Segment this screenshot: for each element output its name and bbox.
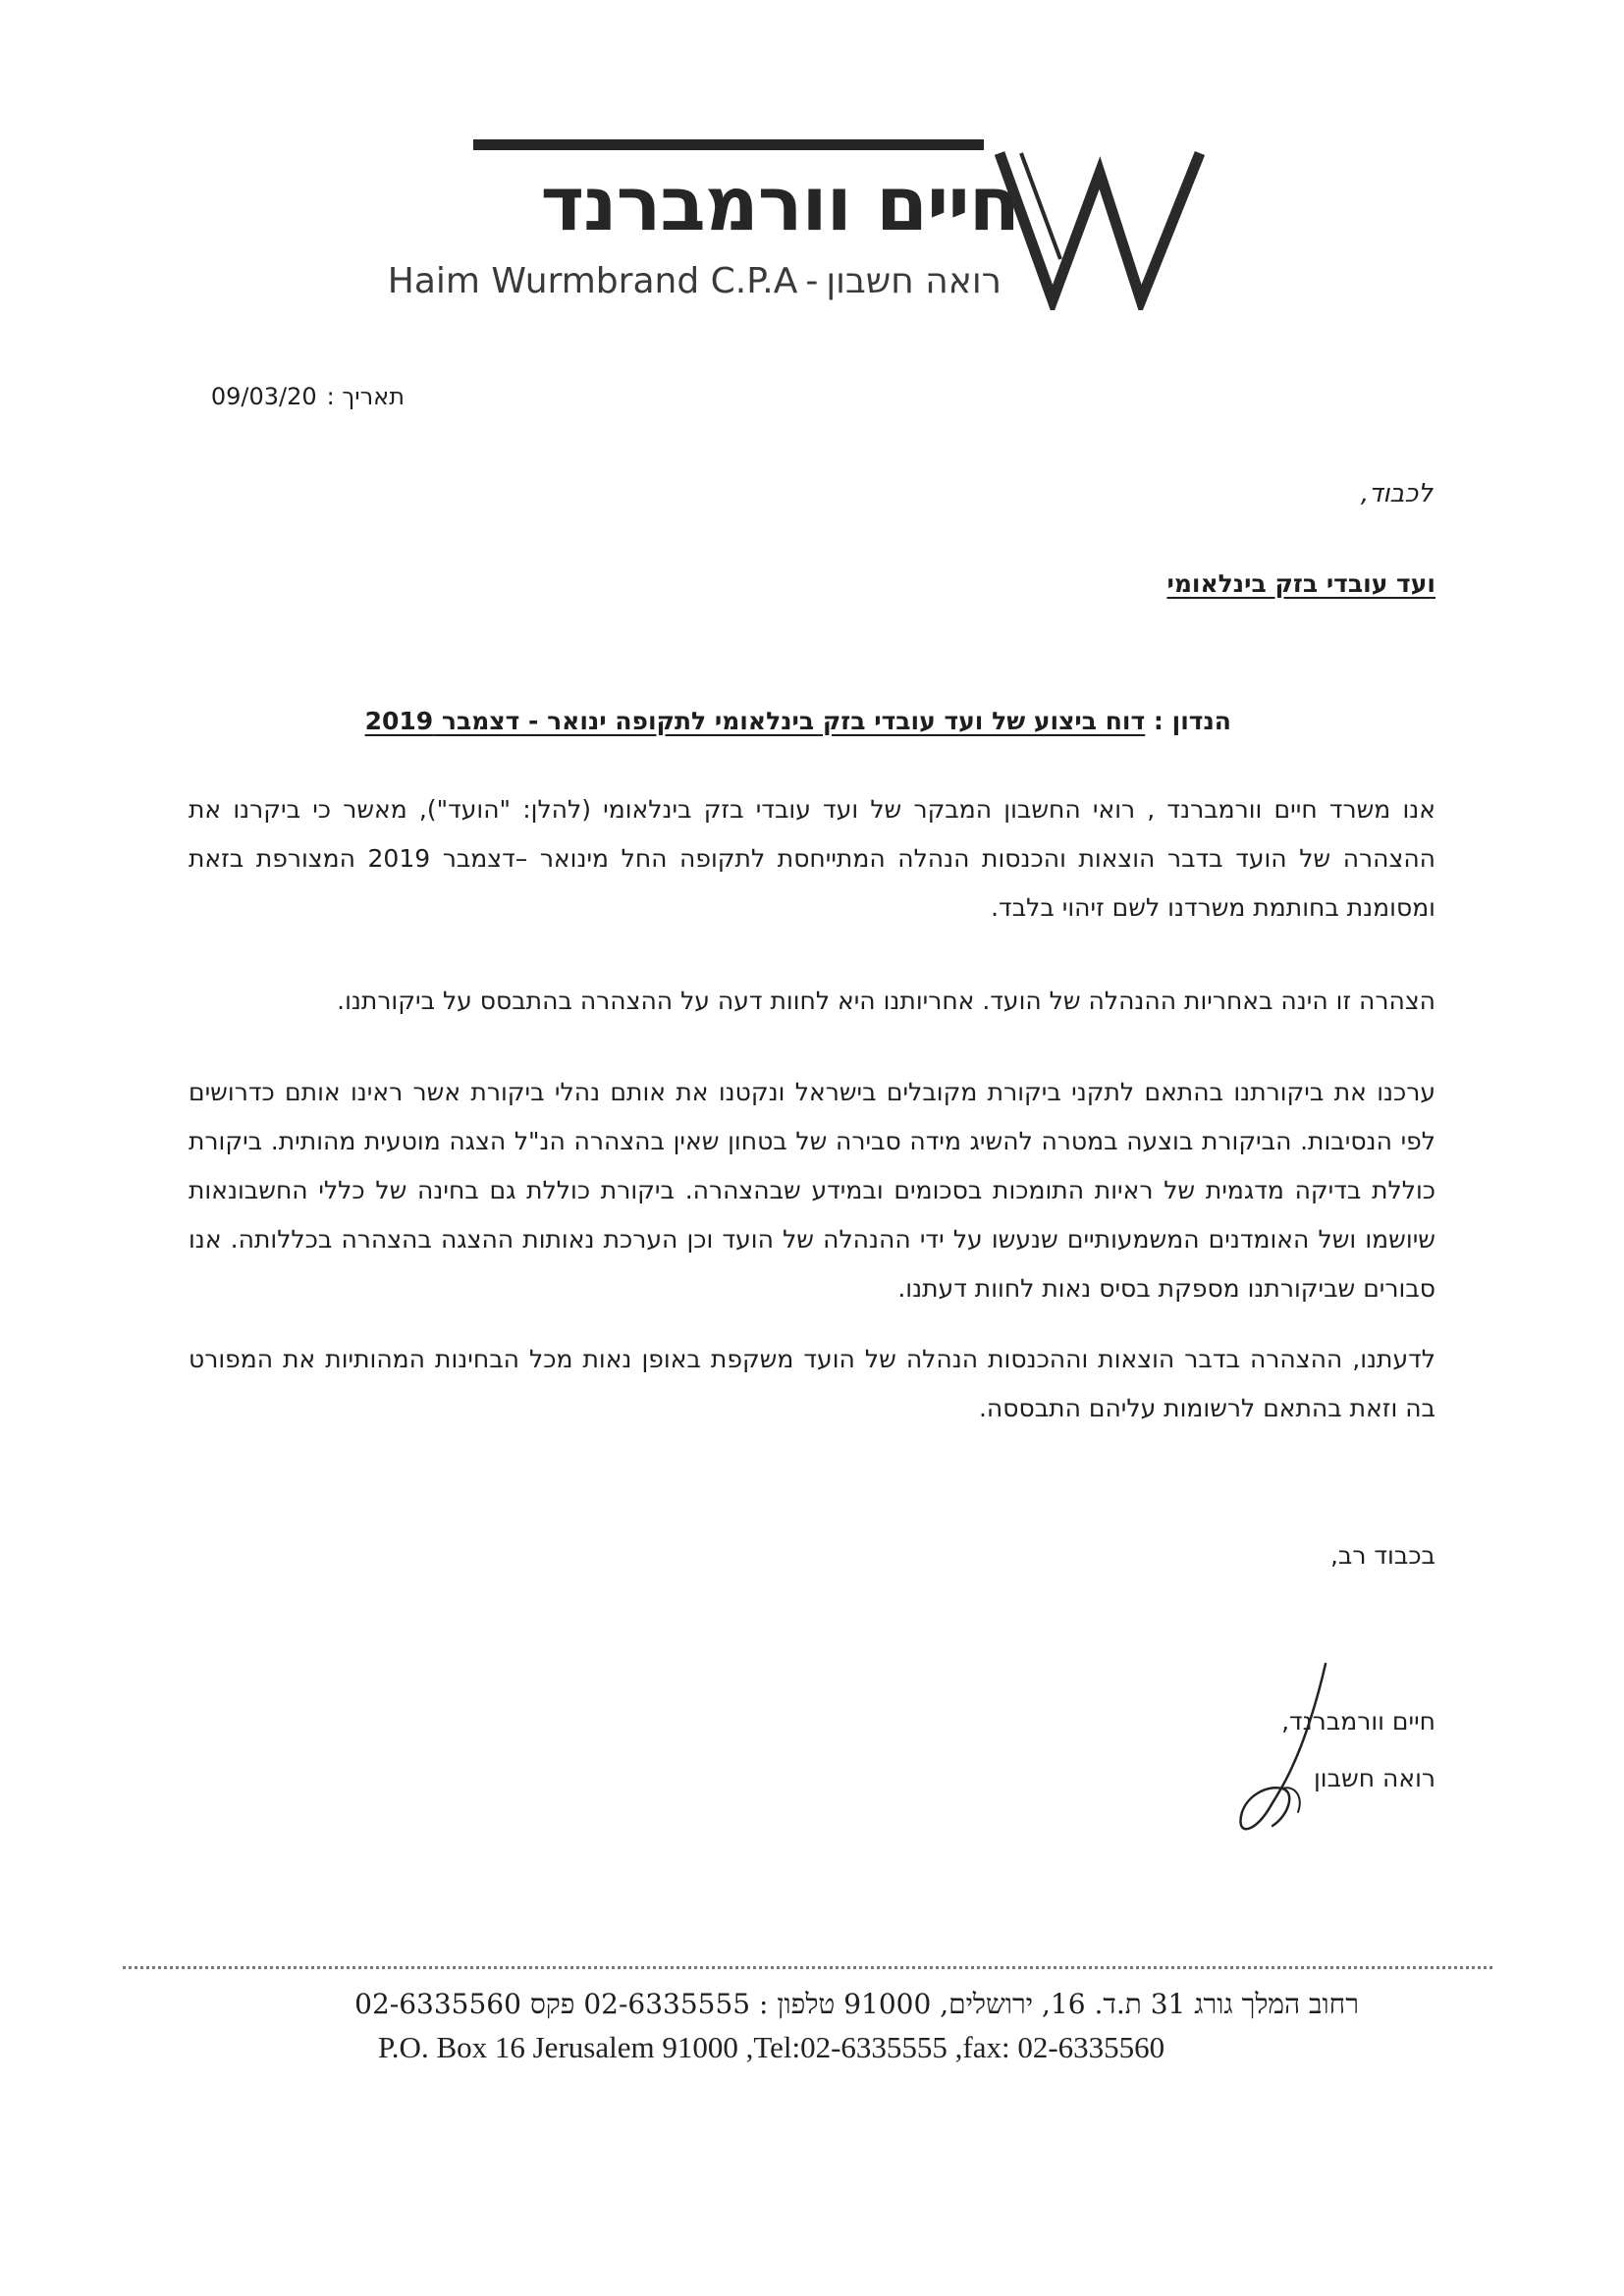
- signature-name: חיים וורמברנד,: [1281, 1707, 1435, 1735]
- letterhead-separator: -: [805, 261, 819, 301]
- salutation: לכבוד,: [1360, 479, 1433, 508]
- body-paragraph: לדעתנו, ההצהרה בדבר הוצאות וההכנסות הנהלה של הועד משקפת באופן נאות מכל הבחינות המהותיות את המפורט בה וזאת בהתאם לרשומות עליהם התבססה.: [189, 1345, 1435, 1422]
- date-label: תאריך :: [326, 383, 405, 410]
- footer-divider: [123, 1966, 1492, 1969]
- letterhead: [387, 128, 1208, 314]
- footer-address-hebrew: רחוב המלך גורג 31 ת.ד. 16, ירושלים, 91000 טלפון : 02-6335555 פקס 02-6335560: [354, 1988, 1359, 2020]
- w-logo-icon: [992, 143, 1208, 310]
- letterhead-title-hebrew: רואה חשבון: [826, 261, 1001, 301]
- date-value: 09/03/20: [210, 383, 317, 410]
- signature-title: רואה חשבון: [1313, 1764, 1435, 1792]
- letterhead-name-english: Haim Wurmbrand C.P.A: [387, 261, 798, 301]
- body-paragraph: אנו משרד חיים וורמברנד , רואי החשבון המבקר של ועד עובדי בזק בינלאומי (להלן: "הועד"), מאשר כי ביקרנו את ההצהרה של הועד בדבר הוצאות והכנסות הנהלה המתייחסת לתקופה החל מינואר –דצמבר 2019 המצורפת בזאת ומסומנת בחותמת משרדנו לשם זיהוי בלבד.: [189, 795, 1435, 922]
- date-line: [211, 383, 405, 410]
- subject-label: הנדון :: [1153, 707, 1231, 735]
- subject-line: [365, 707, 1231, 735]
- body-paragraph: הצהרה זו הינה באחריות ההנהלה של הועד. אחריותנו היא לחוות דעה על ההצהרה בהתבסס על ביקורתנו.: [337, 987, 1435, 1015]
- body-paragraph: ערכנו את ביקורתנו בהתאם לתקני ביקורת מקובלים בישראל ונקטנו את אותם נהלי ביקורת אשר ראינו אותם כדרושים לפי הנסיבות. הביקורת בוצעה במטרה להשיג מידה סבירה של בטחון שאין בהצהרה הנ"ל הצגה מוטעית מהותית. ביקורת כוללת בדיקה מדגמית של ראיות התומכות בסכומים ובמידע שבהצהרה. ביקורת כוללת גם בחינה של כללי החשבונאות שיושמו ושל האומדנים המשמעותיים שנעשו על ידי ההנהלה של הועד וכן הערכת נאותות ההצגה בהצהרה בכללותה. אנו סבורים שביקורתנו מספקת בסיס נאות לחוות דעתנו.: [189, 1078, 1435, 1303]
- subject-text: דוח ביצוע של ועד עובדי בזק בינלאומי לתקופה ינואר - דצמבר 2019: [364, 707, 1146, 735]
- letterhead-subtitle: [388, 261, 1001, 301]
- footer-address-english: P.O. Box 16 Jerusalem 91000 ,Tel:02-6335555 ,fax: 02-6335560: [378, 2030, 1165, 2064]
- letterhead-name-hebrew: חיים וורמברנד: [540, 160, 1019, 247]
- letterhead-top-rule: [473, 139, 984, 150]
- recipient: ועד עובדי בזק בינלאומי: [1166, 569, 1435, 598]
- closing: בכבוד רב,: [1329, 1541, 1435, 1570]
- handwritten-signature-icon: [1227, 1659, 1345, 1845]
